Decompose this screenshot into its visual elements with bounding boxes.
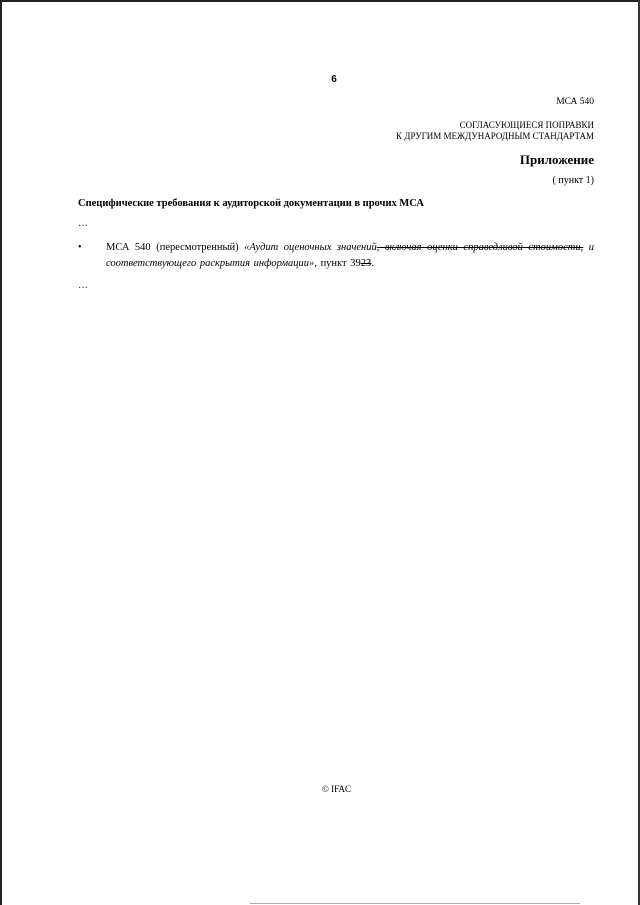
appendix-title: Приложение xyxy=(519,152,594,167)
ellipsis-bottom: … xyxy=(78,280,88,291)
scan-edge-bottom xyxy=(250,903,580,904)
ellipsis-top: … xyxy=(78,218,88,229)
bullet-title-end: и соответствующего раскрытия информации» xyxy=(106,242,595,269)
amendments-title-line-1: СОГЛАСУЮЩИЕСЯ ПОПРАВКИ xyxy=(459,120,594,130)
footer-copyright: © IFAC xyxy=(322,784,351,794)
bullet-title-struck: , включая оценки справедливой стоимости, xyxy=(376,242,584,253)
scan-edge-top xyxy=(0,0,640,2)
page-number: 6 xyxy=(331,74,337,85)
standard-code: МСА 540 xyxy=(556,97,594,107)
bullet-struck-number: 23 xyxy=(360,258,372,269)
amendments-title-line-2: К ДРУГИМ МЕЖДУНАРОДНЫМ СТАНДАРТАМ xyxy=(396,131,594,141)
amendments-title xyxy=(396,120,594,142)
bullet-icon: • xyxy=(78,242,82,253)
bullet-prefix: МСА 540 (пересмотренный) xyxy=(106,242,245,253)
bullet-title-start: «Аудит оценочных значений xyxy=(244,242,377,253)
appendix-paragraph-ref: ( пункт 1) xyxy=(552,175,594,186)
section-heading: Специфические требования к аудиторской документации в прочих МСА xyxy=(78,198,424,209)
bullet-suffix: , пункт 39 xyxy=(314,258,361,269)
bullet-end: . xyxy=(371,258,374,269)
bullet-item xyxy=(78,240,594,272)
bullet-text xyxy=(106,240,594,272)
scan-edge-left xyxy=(0,0,2,905)
